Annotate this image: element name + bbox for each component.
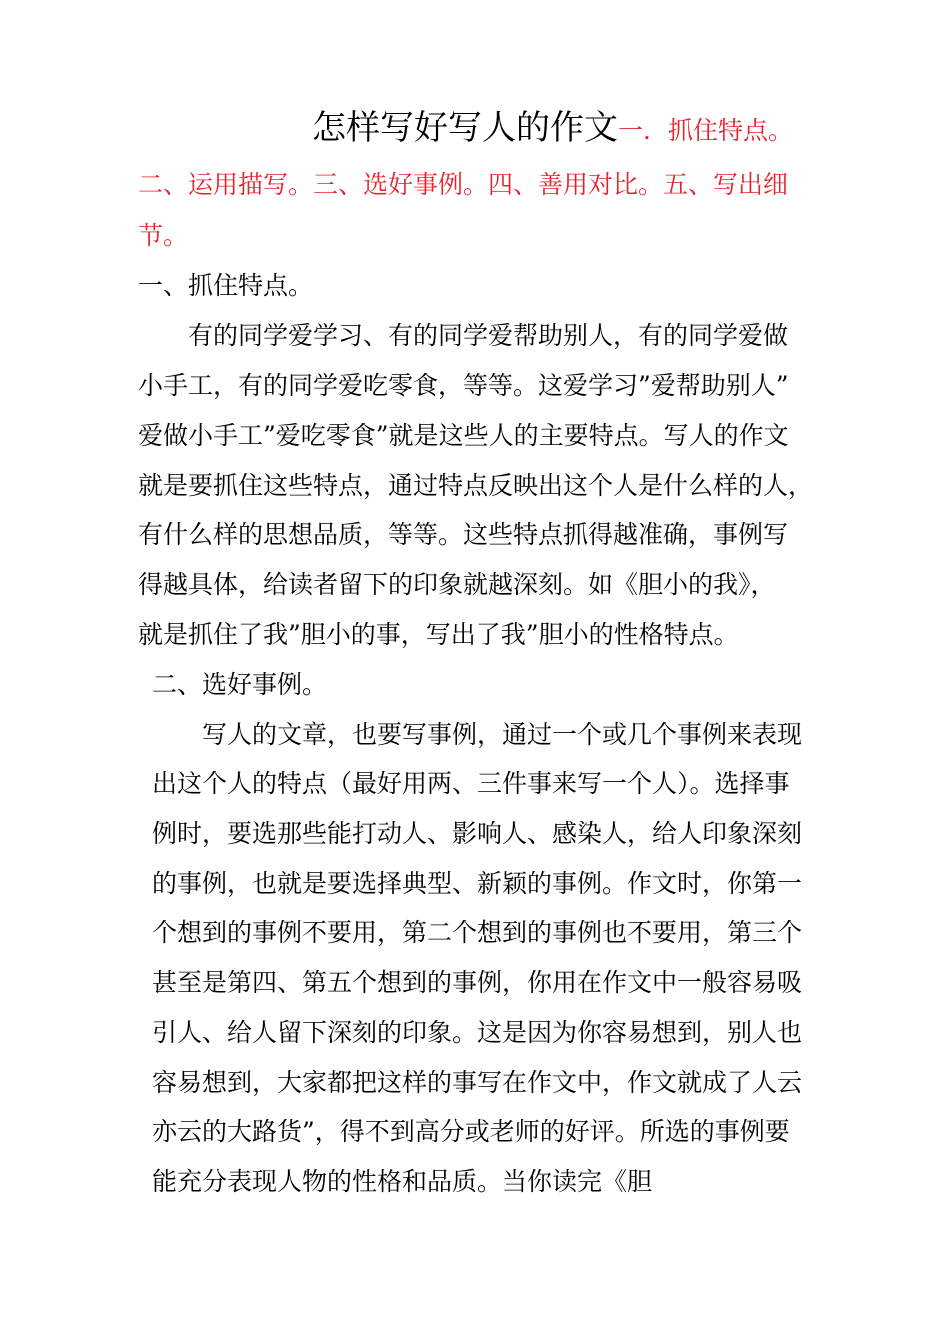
- title-line: [312, 108, 793, 148]
- section1-line-6: 得越具体，给读者留下的印象就越深刻。如《胆小的我》，: [138, 570, 776, 599]
- section1-line-4: 就是要抓住这些特点，通过特点反映出这个人是什么样的人，: [138, 471, 814, 500]
- section2-line-5: 个想到的事例不要用，第二个想到的事例也不要用，第三个: [152, 918, 803, 947]
- toc-line-2: 节。: [138, 221, 189, 250]
- section1-line-1: 有的同学爱学习、有的同学爱帮助别人，有的同学爱做: [188, 321, 789, 350]
- document-title: 怎样写好写人的作文: [312, 108, 618, 148]
- section1-line-2: 小手工，有的同学爱吃零食，等等。这爱学习”爱帮助别人”: [138, 371, 789, 400]
- section2-line-6: 甚至是第四、第五个想到的事例，你用在作文中一般容易吸: [152, 968, 803, 997]
- section2-line-3: 例时，要选那些能打动人、影响人、感染人，给人印象深刻: [152, 819, 803, 848]
- section1-line-3: 爱做小手工”爱吃零食”就是这些人的主要特点。写人的作文: [138, 421, 789, 450]
- section2-line-1: 写人的文章，也要写事例，通过一个或几个事例来表现: [202, 720, 803, 749]
- section2-line-4: 的事例，也就是要选择典型、新颖的事例。作文时，你第一: [152, 869, 803, 898]
- section1-line-7: 就是抓住了我”胆小的事，写出了我”胆小的性格特点。: [138, 620, 739, 649]
- section2-line-9: 亦云的大路货”，得不到高分或老师的好评。所选的事例要: [152, 1117, 790, 1146]
- toc-line-1: 二、运用描写。三、选好事例。四、善用对比。五、写出细: [138, 170, 789, 199]
- title-red-heading: 一．抓住特点。: [618, 116, 794, 145]
- section2-line-7: 引人、给人留下深刻的印象。这是因为你容易想到，别人也: [152, 1018, 803, 1047]
- section2-line-2: 出这个人的特点（最好用两、三件事来写一个人）。选择事: [152, 769, 790, 798]
- section2-line-10: 能充分表现人物的性格和品质。当你读完《胆: [152, 1167, 653, 1196]
- section1-line-5: 有什么样的思想品质，等等。这些特点抓得越准确，事例写: [138, 520, 789, 549]
- section2-heading: 二、选好事例。: [152, 670, 328, 699]
- section1-heading: 一、抓住特点。: [138, 271, 314, 300]
- section2-line-8: 容易想到，大家都把这样的事写在作文中，作文就成了人云: [152, 1068, 803, 1097]
